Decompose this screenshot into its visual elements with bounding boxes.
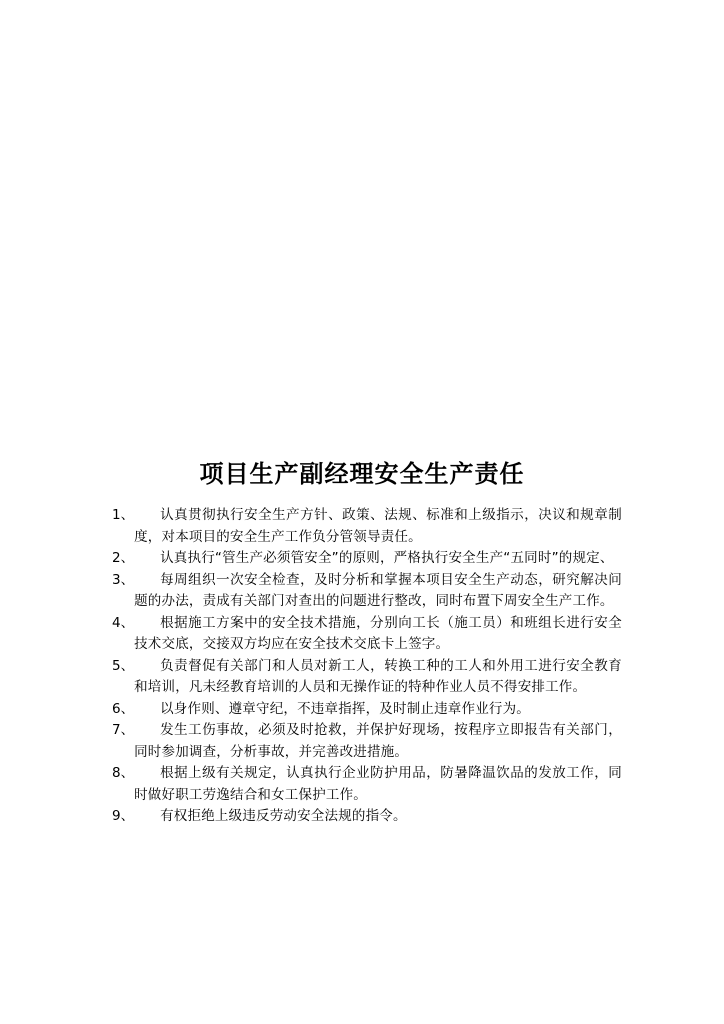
list-item-text: 根据上级有关规定，认真执行企业防护用品，防暑降温饮品的发放工作，同时做好职工劳逸结合和女工保护工作。 [134, 765, 622, 803]
list-item-number: 9、 [112, 808, 135, 824]
list-item [112, 699, 622, 721]
list-item [112, 570, 622, 613]
list-item [112, 548, 622, 570]
list-item-text: 负责督促有关部门和人员对新工人，转换工种的工人和外用工进行安全教育和培训，凡未经教育培训的人员和无操作证的特种作业人员不得安排工作。 [134, 657, 622, 695]
list-item-number: 6、 [112, 700, 135, 717]
list-item-text: 根据施工方案中的安全技术措施，分别向工长（施工员）和班组长进行安全技术交底，交接双方均应在安全技术交底卡上签字。 [134, 614, 622, 652]
list-item-text: 有权拒绝上级违反劳动安全法规的指令。 [160, 808, 407, 824]
list-item [112, 656, 622, 699]
list-item-text: 以身作则、遵章守纪，不违章指挥，及时制止违章作业行为。 [160, 700, 530, 717]
list-item-text: 发生工伤事故，必须及时抢救，并保护好现场，按程序立即报告有关部门，同时参加调查，分析事故，并完善改进措施。 [134, 722, 622, 760]
list-item [112, 763, 622, 806]
list-item [112, 720, 622, 763]
list-item [112, 505, 622, 548]
page-title: 项目生产副经理安全生产责任 [199, 460, 525, 489]
list-item-number: 5、 [112, 657, 135, 674]
list-item-text: 认真贯彻执行安全生产方针、政策、法规、标准和上级指示，决议和规章制度，对本项目的安全生产工作负分管领导责任。 [134, 507, 622, 545]
list-item-number: 4、 [112, 614, 135, 631]
list-item-number: 8、 [112, 765, 135, 781]
list-item [112, 806, 622, 828]
responsibility-list [112, 505, 622, 828]
list-item-text: 认真执行“管生产必须管安全”的原则，严格执行安全生产“五同时”的规定、 [160, 550, 614, 566]
list-item-number: 1、 [112, 507, 135, 523]
list-item-number: 7、 [112, 722, 135, 738]
list-item-text: 每周组织一次安全检查，及时分析和掌握本项目安全生产动态，研究解决问题的办法，责成有关部门对查出的问题进行整改，同时布置下周安全生产工作。 [134, 571, 622, 609]
list-item-number: 2、 [112, 550, 135, 566]
list-item-number: 3、 [112, 571, 135, 588]
list-item [112, 613, 622, 656]
